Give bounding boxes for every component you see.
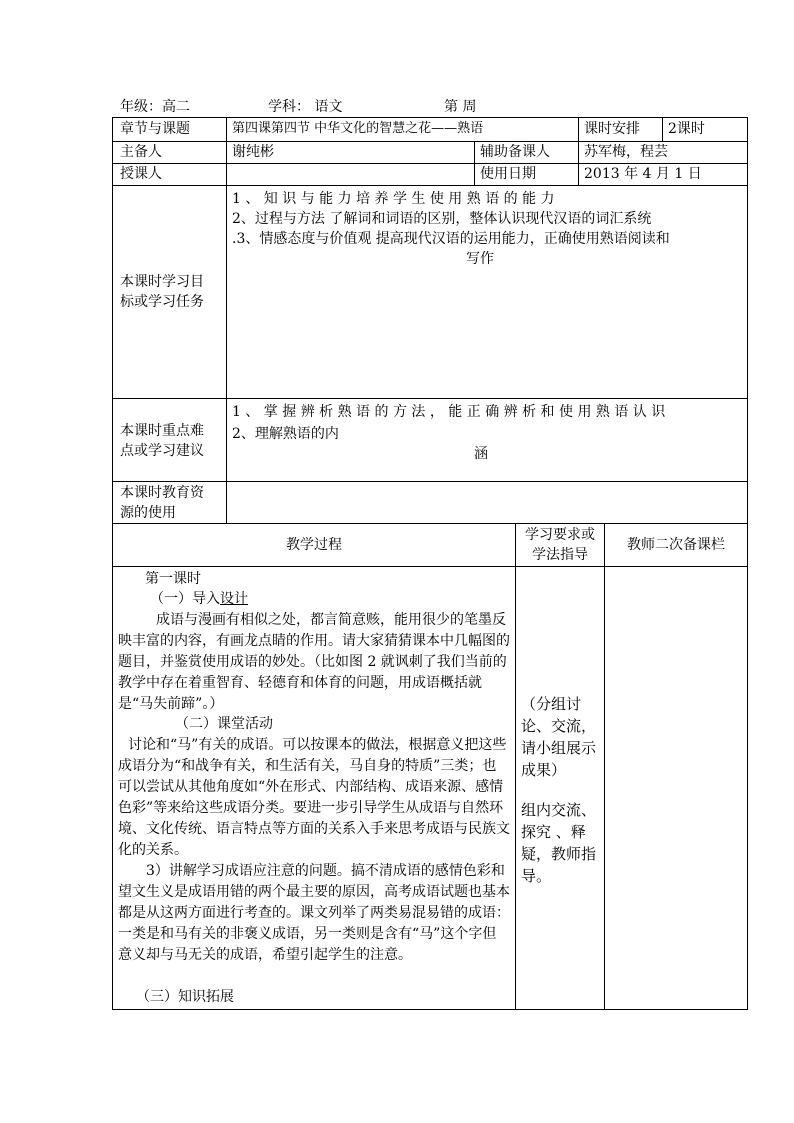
objectives-line3: .3、情感态度与价值观 提高现代汉语的运用能力，正确使用熟语阅读和 — [232, 231, 670, 247]
chapter-topic: 第四课第四节 中华文化的智慧之花——熟语 — [232, 121, 484, 136]
revision-header: 教师二次备课栏 — [627, 537, 725, 553]
section-intro-title: （一）导入设计 — [150, 591, 248, 607]
assistant-value: 苏军梅，程芸 — [584, 144, 668, 160]
date-label: 使用日期 — [480, 166, 536, 182]
objectives-line1: 1 、 知 识 与 能 力 培 养 学 生 使 用 熟 语 的 能 力 — [232, 191, 555, 207]
section-activity-title: （二）课堂活动 — [175, 716, 273, 732]
paragraph-activity: 讨论和“马”有关的成语。可以按课本的做法，根据意义把这些成语分为“和战争有关，和生活有关，马自身的特质”三类；也可以尝试从其他角度如“外在形式、内部结构、成语来源、感情色彩”等来给这些成语分类。要进一步引导学生从成语与自然环境、文化传统、语言特点等方面的关系入手来思考成语与民族文化的关系。 — [118, 737, 510, 858]
keypoints-label-line2: 点或学习建议 — [120, 443, 204, 459]
instructor-label: 授课人 — [120, 166, 162, 182]
objectives-label-line2: 标或学习任务 — [120, 294, 204, 310]
paragraph-notes: 3）讲解学习成语应注意的问题。搞不清成语的感情色彩和望文生义是成语用错的两个最主要的原因，高考成语试题也基本都是从这两方面进行考查的。课文列举了两类易混易错的成语：一类是和马有关的非褒义成语，另一类则是含有“马”这个字但意义却与马无关的成语，希望引起学生的注意。 — [118, 863, 510, 963]
paragraph-intro: 成语与漫画有相似之处，都言简意赅，能用很少的笔墨反映丰富的内容，有画龙点睛的作用。请大家猜猜课本中几幅图的题目，并鉴赏使用成语的妙处。（比如图 2 就讽刺了我们当前的教学中存在着重智育、轻德育和体育的问题，用成语概括就是“马失前蹄”。） — [118, 612, 510, 712]
resources-label-line2: 源的使用 — [120, 505, 176, 521]
keypoints-line3: 涵 — [474, 446, 488, 462]
guidance-group: （分组讨论、交流，请小组展示成果） — [521, 695, 597, 779]
date-value: 2013 年 4 月 1 日 — [584, 166, 702, 182]
objectives-line4: 写作 — [466, 251, 494, 267]
keypoints-label-line1: 本课时重点难 — [120, 423, 204, 439]
lesson-title: 第一课时 — [145, 571, 201, 587]
grade-label: 年级：高二 — [120, 99, 190, 115]
guidance-discussion: 组内交流、探究 、释疑，教师指导。 — [521, 801, 597, 885]
schedule-value: 2课时 — [668, 121, 705, 137]
subject-label: 学科： 语文 — [268, 99, 343, 115]
section-extension-title: （三）知识拓展 — [136, 989, 234, 1005]
schedule-label: 课时安排 — [584, 121, 640, 137]
resources-label-line1: 本课时教育资 — [120, 485, 204, 501]
objectives-label-line1: 本课时学习目 — [120, 274, 204, 290]
week-label: 第 周 — [444, 99, 477, 115]
section-intro-link: 设计 — [220, 591, 248, 607]
chapter-label: 章节与课题 — [120, 121, 190, 137]
objectives-line2: 2、过程与方法 了解词和词语的区别，整体认识现代汉语的词汇系统 — [232, 211, 652, 227]
guidance-header-line2: 学法指导 — [532, 547, 588, 563]
keypoints-line1: 1 、 掌 握 辨 析 熟 语 的 方 法 ， 能 正 确 辨 析 和 使 用 熟 语 认 识 — [232, 404, 666, 420]
guidance-header-line1: 学习要求或 — [525, 527, 595, 543]
assistant-label: 辅助备课人 — [480, 144, 550, 160]
process-header: 教学过程 — [286, 537, 342, 553]
lead-teacher-label: 主备人 — [120, 144, 162, 160]
keypoints-line2: 2、理解熟语的内 — [232, 426, 339, 442]
lead-teacher-value: 谢纯彬 — [232, 144, 274, 160]
